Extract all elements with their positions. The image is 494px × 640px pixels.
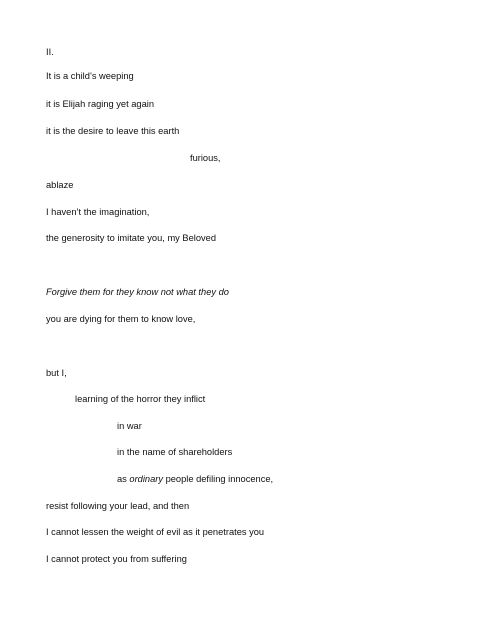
poem-line-5: ablaze xyxy=(46,180,74,190)
poem-line-9: you are dying for them to know love, xyxy=(46,314,196,324)
poem-line-13: in the name of shareholders xyxy=(117,447,233,457)
poem-line-8-italic-quote: Forgive them for they know not what they do xyxy=(46,287,229,297)
poem-line-14-suffix: people defiling innocence, xyxy=(163,474,274,484)
poem-line-10: but I, xyxy=(46,368,67,378)
section-heading: II. xyxy=(46,47,54,57)
poem-line-15: resist following your lead, and then xyxy=(46,501,190,511)
poem-line-3: it is the desire to leave this earth xyxy=(46,126,180,136)
poem-line-7: the generosity to imitate you, my Beloved xyxy=(46,233,217,243)
poem-line-14-italic-word: ordinary xyxy=(129,474,163,484)
poem-line-14-prefix: as xyxy=(117,474,130,484)
poem-line-1: It is a child’s weeping xyxy=(46,71,134,81)
poem-line-2: it is Elijah raging yet again xyxy=(46,99,155,109)
poem-line-17: I cannot protect you from suffering xyxy=(46,554,187,564)
poem-line-12: in war xyxy=(117,421,142,431)
poem-line-6: I haven’t the imagination, xyxy=(46,207,150,217)
poem-line-16: I cannot lessen the weight of evil as it penetrates you xyxy=(46,527,265,537)
poem-line-11: learning of the horror they inflict xyxy=(75,394,206,404)
poem-line-4: furious, xyxy=(190,153,221,163)
poem-line-14 xyxy=(117,473,273,485)
